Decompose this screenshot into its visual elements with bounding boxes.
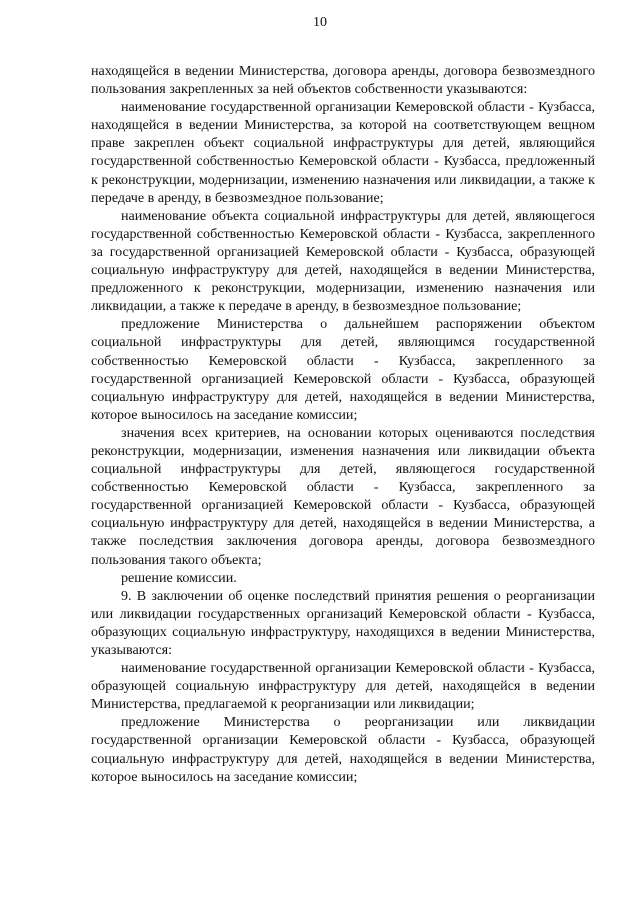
paragraph-8: наименование государственной организации Кемеровской области - Кузбасса, образующей социальную инфраструктуру для детей, находящейся в ведении Министерства, предлагаемой к реорганизации или ликвидации;	[91, 660, 595, 713]
paragraph-5: значения всех критериев, на основании которых оцениваются последствия реконструкции, модернизации, изменения назначения или ликвидации объекта социальной инфраструктуры для детей, являющегося государственной собственностью Кемеровской области - Кузбасса, закрепленного за государственной организацией Кемеровской области - Кузбасса, образующей социальную инфраструктуру для детей, находящейся в ведении Министерства, а также последствия заключения договора аренды, договора безвозмездного пользования такого объекта;	[91, 424, 595, 568]
paragraph-1: находящейся в ведении Министерства, договора аренды, договора безвозмездного пользования закрепленных за ней объектов собственности указываются:	[91, 63, 595, 98]
paragraph-2: наименование государственной организации Кемеровской области - Кузбасса, находящейся в ведении Министерства, за которой на соответствующем вещном праве закреплен объект социальной инфраструктуры для детей, являющийся государственной собственностью Кемеровской области - Кузбасса, предложенный к реконструкции, модернизации, изменению назначения или ликвидации, а также к передаче в аренду, в безвозмездное пользование;	[91, 99, 595, 206]
document-body	[91, 62, 595, 786]
paragraph-7: 9. В заключении об оценке последствий принятия решения о реорганизации или ликвидации государственных организаций Кемеровской области - Кузбасса, образующих социальную инфраструктуру, находящихся в ведении Министерства, указываются:	[91, 587, 595, 658]
paragraph-9: предложение Министерства о реорганизации или ликвидации государственной организации Кемеровской области - Кузбасса, образующей социальную инфраструктуру для детей, находящейся в ведении Министерства, которое выносилось на заседание комиссии;	[91, 714, 595, 785]
paragraph-3: наименование объекта социальной инфраструктуры для детей, являющегося государственной собственностью Кемеровской области - Кузбасса, закрепленного за государственной организацией Кемеровской области - Кузбасса, образующей социальную инфраструктуру для детей, находящейся в ведении Министерства, предложенного к реконструкции, модернизации, изменению назначения или ликвидации, а также к передаче в аренду, в безвозмездное пользование;	[91, 207, 595, 315]
page-number: 10	[313, 15, 327, 30]
paragraph-4: предложение Министерства о дальнейшем распоряжении объектом социальной инфраструктуры для детей, являющимся государственной собственностью Кемеровской области - Кузбасса, закрепленного за государственной организацией Кемеровской области - Кузбасса, образующей социальную инфраструктуру для детей, находящейся в ведении Министерства, которое выносилось на заседание комиссии;	[91, 316, 595, 423]
paragraph-6: решение комиссии.	[121, 569, 237, 586]
